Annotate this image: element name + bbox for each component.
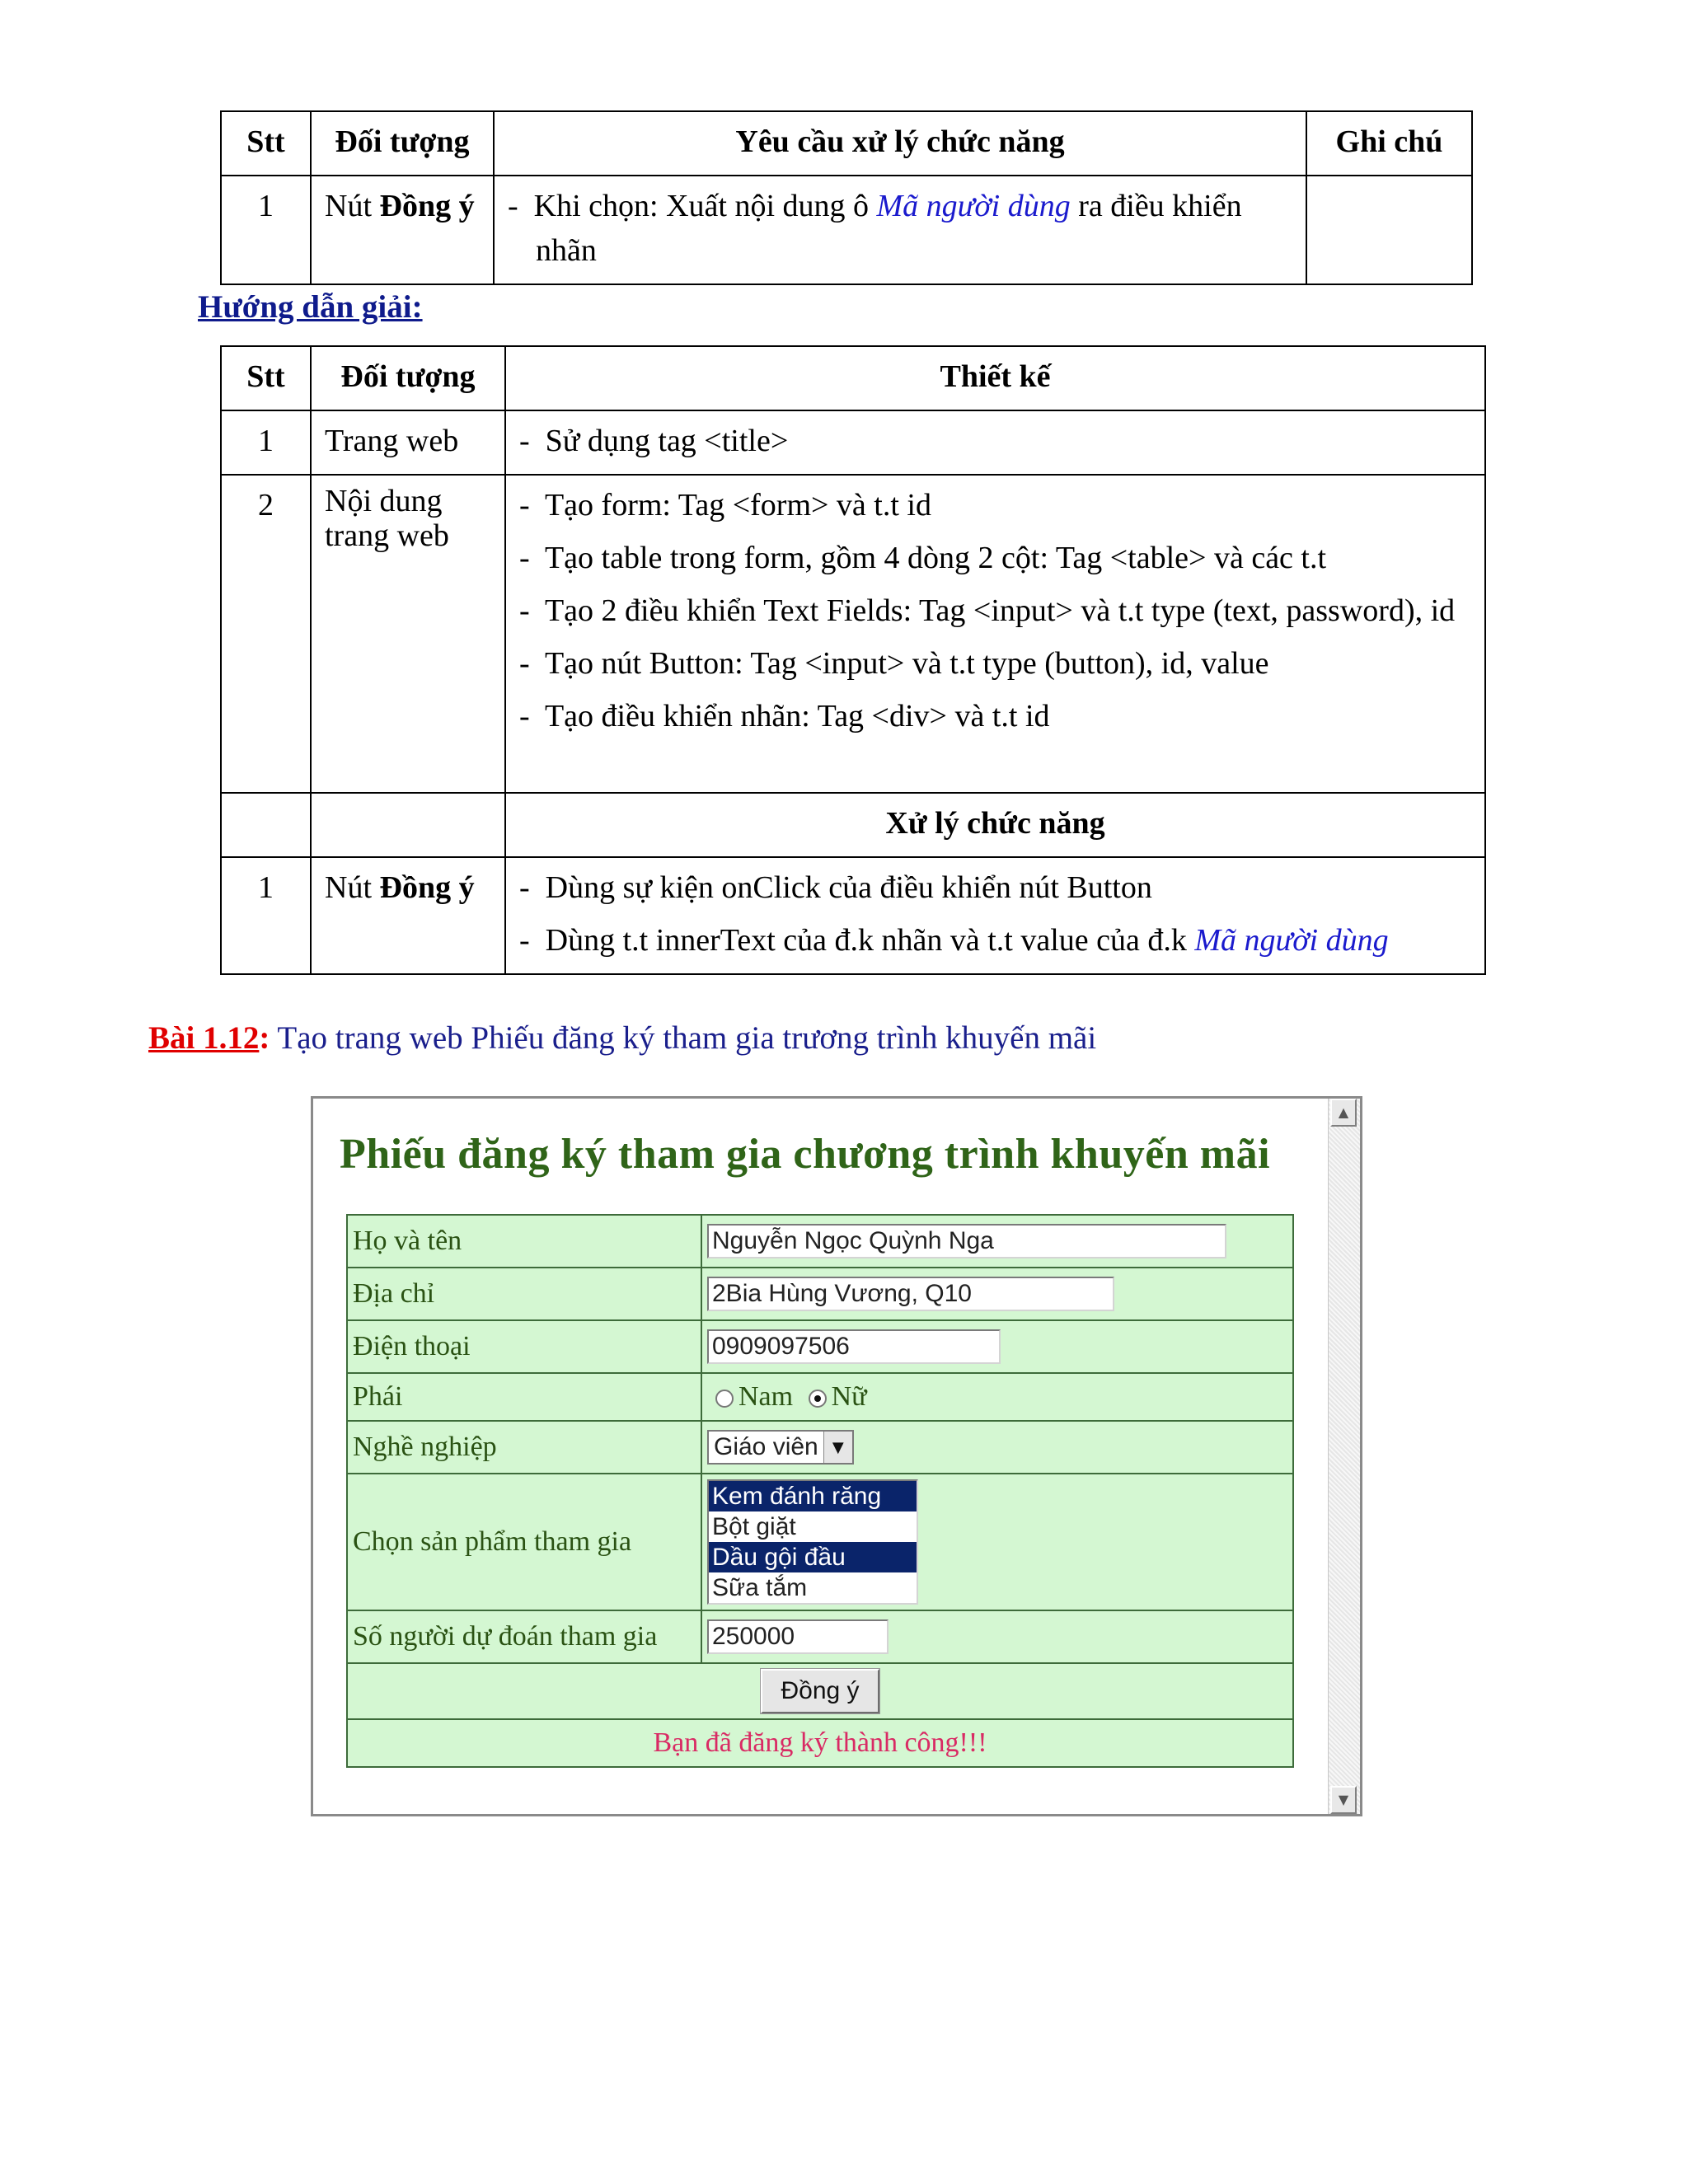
design-text: Tạo form: Tag <form> và t.t id (544, 487, 931, 523)
design-text: Tạo điều khiển nhãn: Tag <div> và t.t id (544, 698, 1050, 733)
table-row (221, 857, 1485, 974)
exercise-text: Tạo trang web Phiếu đăng ký tham gia trương trình khuyến mãi (270, 1020, 1097, 1056)
phone-input[interactable]: 0909097506 (707, 1329, 1001, 1364)
design-text: Tạo table trong form, gồm 4 dòng 2 cột: Tag <table> và các t.t (544, 540, 1327, 575)
guess-label: Số người dự đoán tham gia (347, 1610, 701, 1663)
registration-form-table (346, 1214, 1294, 1768)
guide-heading: Hướng dẫn giải: (198, 289, 423, 325)
guess-cell (701, 1610, 1293, 1663)
table-row (221, 410, 1485, 475)
header-design: Thiết kế (505, 346, 1485, 410)
object-prefix: Nút (325, 188, 380, 223)
address-label: Địa chỉ (347, 1268, 701, 1320)
handler-text: Dùng sự kiện onClick của điều khiển nút Button (545, 869, 1152, 905)
header-note: Ghi chú (1306, 111, 1472, 176)
form-title: Phiếu đăng ký tham gia chương trình khuyến mãi (340, 1131, 1271, 1178)
design-line: - Tạo điều khiển nhãn: Tag <div> và t.t id (519, 698, 1050, 733)
row-design (505, 857, 1485, 974)
row-object (311, 857, 505, 974)
submit-button[interactable]: Đồng ý (761, 1669, 879, 1713)
form-row-gender (347, 1373, 1293, 1421)
design-text: Tạo 2 điều khiển Text Fields: Tag <input> và t.t type (text, password), id (544, 593, 1456, 628)
empty-cell (311, 793, 505, 857)
handler-line: - Dùng t.t innerText của đ.k nhãn và t.t value của đ.k Mã người dùng (519, 922, 1389, 958)
requirement-text: Khi chọn: Xuất nội dung ô (533, 188, 877, 223)
list-item[interactable]: Dầu gội đầu (709, 1542, 917, 1572)
gender-female-label: Nữ (831, 1381, 867, 1412)
header-stt: Stt (221, 346, 311, 410)
exercise-colon: : (259, 1020, 270, 1056)
object-prefix: Nút (325, 869, 380, 905)
phone-label: Điện thoại (347, 1320, 701, 1373)
header-object: Đối tượng (311, 111, 494, 176)
row-requirement (494, 176, 1306, 284)
exercise-title (148, 1019, 1096, 1057)
products-cell (701, 1474, 1293, 1610)
design-text: Tạo nút Button: Tag <input> và t.t type (button), id, value (544, 645, 1269, 681)
address-cell (701, 1268, 1293, 1320)
handler-line: - Dùng sự kiện onClick của điều khiển nút Button (519, 869, 1152, 905)
row-design (505, 410, 1485, 475)
row-note (1306, 176, 1472, 284)
gender-male-label: Nam (738, 1381, 794, 1412)
products-listbox[interactable] (707, 1479, 918, 1605)
row-object (311, 176, 494, 284)
requirement-line: - Khi chọn: Xuất nội dung ô Mã người dùng ra điều khiển nhãn (508, 188, 1242, 268)
exercise-number: Bài 1.12 (148, 1020, 260, 1056)
row-design (505, 475, 1485, 793)
table-header-row (221, 111, 1472, 176)
design-line: - Tạo form: Tag <form> và t.t id (519, 487, 931, 523)
design-text: Sử dụng tag <title> (545, 423, 789, 458)
row-stt: 1 (221, 410, 311, 475)
requirement-field-name: Mã người dùng (876, 188, 1071, 223)
scroll-up-icon[interactable]: ▲ (1330, 1099, 1357, 1127)
result-message: Bạn đã đăng ký thành công!!! (347, 1719, 1293, 1767)
row-object: Trang web (311, 410, 505, 475)
form-row-submit (347, 1663, 1293, 1719)
scroll-down-icon[interactable]: ▼ (1330, 1786, 1357, 1814)
section-header-row (221, 793, 1485, 857)
gender-cell (701, 1373, 1293, 1421)
guess-input[interactable]: 250000 (707, 1619, 889, 1654)
section-header: Xử lý chức năng (505, 793, 1485, 857)
form-screenshot (311, 1096, 1362, 1816)
handler-field-name: Mã người dùng (1194, 922, 1389, 958)
table-row (221, 176, 1472, 284)
form-row-name (347, 1215, 1293, 1268)
header-object: Đối tượng (311, 346, 505, 410)
gender-label: Phái (347, 1373, 701, 1421)
design-line: - Sử dụng tag <title> (519, 423, 789, 458)
list-item[interactable]: Kem đánh răng (709, 1481, 917, 1511)
header-requirement: Yêu cầu xử lý chức năng (494, 111, 1306, 176)
empty-cell (221, 793, 311, 857)
requirement-text-end: ra điều khiển nhãn (536, 188, 1242, 268)
table-row (221, 475, 1485, 793)
row-object (311, 475, 505, 793)
header-stt: Stt (221, 111, 311, 176)
form-row-guess (347, 1610, 1293, 1663)
job-select[interactable] (707, 1430, 854, 1465)
solution-table (220, 345, 1486, 975)
list-item[interactable]: Sữa tắm (712, 1574, 808, 1601)
name-label: Họ và tên (347, 1215, 701, 1268)
job-cell (701, 1421, 1293, 1474)
row-stt: 1 (221, 176, 311, 284)
chevron-down-icon[interactable]: ▼ (823, 1432, 852, 1463)
gender-male-radio[interactable] (715, 1390, 734, 1408)
name-cell (701, 1215, 1293, 1268)
object-bold: Đồng ý (379, 869, 475, 905)
handler-text: Dùng t.t innerText của đ.k nhãn và t.t value của đ.k (545, 922, 1195, 958)
row-stt: 2 (221, 475, 311, 793)
form-row-address (347, 1268, 1293, 1320)
form-row-result (347, 1719, 1293, 1767)
list-item[interactable]: Bột giặt (712, 1513, 796, 1540)
products-label: Chọn sản phẩm tham gia (347, 1474, 701, 1610)
submit-cell (347, 1663, 1293, 1719)
form-row-job (347, 1421, 1293, 1474)
design-line: - Tạo nút Button: Tag <input> và t.t type (button), id, value (519, 645, 1269, 681)
job-select-value: Giáo viên (714, 1433, 818, 1461)
design-line: - Tạo 2 điều khiển Text Fields: Tag <input> và t.t type (text, password), id (519, 593, 1456, 628)
form-row-products (347, 1474, 1293, 1610)
job-label: Nghề nghiệp (347, 1421, 701, 1474)
table-header-row (221, 346, 1485, 410)
phone-cell (701, 1320, 1293, 1373)
name-input[interactable]: Nguyễn Ngọc Quỳnh Nga (707, 1224, 1226, 1258)
form-row-phone (347, 1320, 1293, 1373)
object-bold: Đồng ý (379, 188, 475, 223)
row-stt: 1 (221, 857, 311, 974)
requirements-table (220, 110, 1473, 285)
object-text: Nội dung trang web (325, 483, 449, 554)
vertical-scrollbar[interactable] (1328, 1099, 1360, 1814)
gender-female-radio[interactable] (809, 1390, 827, 1408)
address-input[interactable]: 2Bia Hùng Vương, Q10 (707, 1277, 1114, 1311)
design-line: - Tạo table trong form, gồm 4 dòng 2 cột: Tag <table> và các t.t (519, 540, 1327, 575)
